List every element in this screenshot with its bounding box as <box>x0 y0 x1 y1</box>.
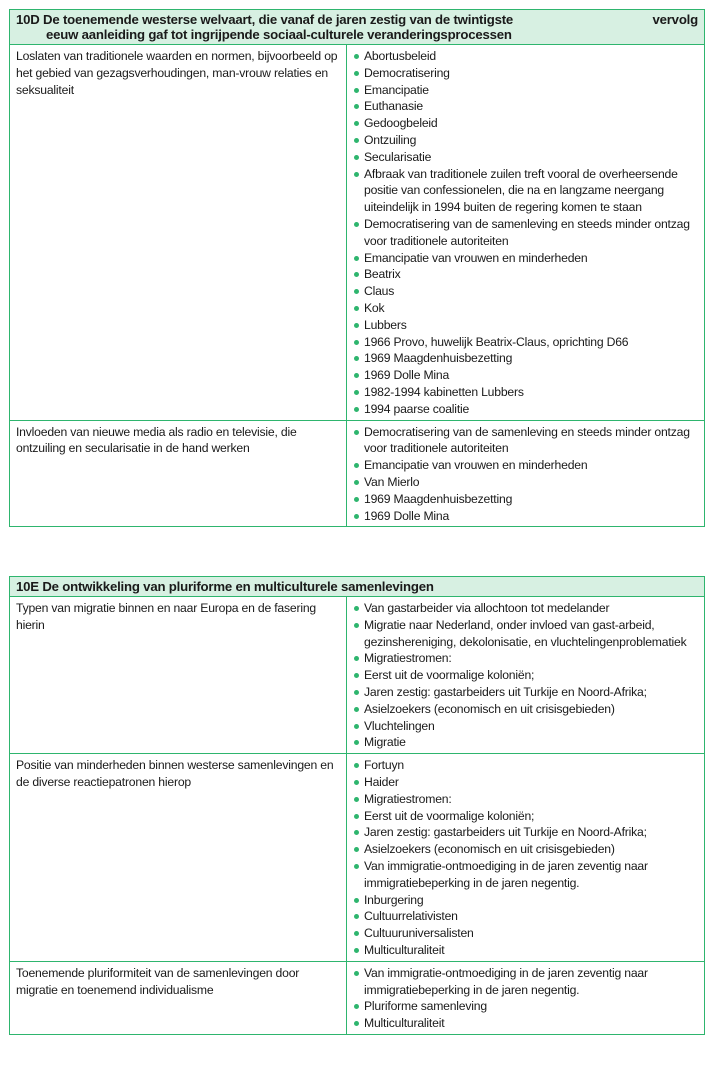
row-concepts <box>347 45 704 420</box>
row-concepts <box>347 597 704 753</box>
table-row <box>10 420 704 527</box>
list-item: Eerst uit de voormalige koloniën; <box>353 667 698 684</box>
list-item: Asielzoekers (economisch en uit crisisgebieden) <box>353 841 698 858</box>
list-item: Emancipatie van vrouwen en minderheden <box>353 457 698 474</box>
list-item: Democratisering van de samenleving en steeds minder ontzag voor traditionele autoriteiten <box>353 424 698 458</box>
table-10d-header <box>10 10 704 45</box>
list-item: Abortusbeleid <box>353 48 698 65</box>
list-item: Migratie <box>353 734 698 751</box>
table-row <box>10 45 704 420</box>
concept-list <box>353 48 698 418</box>
list-item: Lubbers <box>353 317 698 334</box>
list-item: Emancipatie van vrouwen en minderheden <box>353 250 698 267</box>
row-topic: Positie van minderheden binnen westerse samenlevingen en de diverse reactiepatronen hierop <box>10 754 347 961</box>
list-item: Vluchtelingen <box>353 718 698 735</box>
row-topic: Typen van migratie binnen en naar Europa en de fasering hierin <box>10 597 347 753</box>
table-row <box>10 961 704 1034</box>
list-item: Euthanasie <box>353 98 698 115</box>
table-10e-header <box>10 577 704 597</box>
row-topic: Loslaten van traditionele waarden en normen, bijvoorbeeld op het gebied van gezagsverhoudingen, man-vrouw relaties en seksualiteit <box>10 45 347 420</box>
concept-list <box>353 424 698 525</box>
row-concepts <box>347 754 704 961</box>
list-item: Jaren zestig: gastarbeiders uit Turkije en Noord-Afrika; <box>353 684 698 701</box>
list-item: Cultuuruniversalisten <box>353 925 698 942</box>
table-10e <box>9 576 705 1035</box>
table-10d <box>9 9 705 527</box>
header-title-line2: eeuw aanleiding gaf tot ingrijpende sociaal-culturele veranderingsprocessen <box>46 27 512 42</box>
list-item: Gedoogbeleid <box>353 115 698 132</box>
list-item: Multiculturaliteit <box>353 942 698 959</box>
row-concepts <box>347 962 704 1034</box>
list-item: Migratiestromen: <box>353 650 698 667</box>
list-item: 1969 Maagdenhuisbezetting <box>353 491 698 508</box>
list-item: Asielzoekers (economisch en uit crisisgebieden) <box>353 701 698 718</box>
continued-label: vervolg <box>652 12 698 27</box>
concept-list <box>353 965 698 1032</box>
list-item: Van immigratie-ontmoediging in de jaren zeventig naar immigratiebeperking in de jaren negentig. <box>353 965 698 999</box>
list-item: Afbraak van traditionele zuilen treft vooral de overheersende positie van confessionelen, die na en langzame neergang uiteindelijk in 1994 buiten de regering komen te staan <box>353 166 698 216</box>
list-item: Pluriforme samenleving <box>353 998 698 1015</box>
table-row <box>10 753 704 961</box>
list-item: Migratie naar Nederland, onder invloed van gast-arbeid, gezinshereniging, dekolonisatie, en vluchtelingenproblematiek <box>353 617 698 651</box>
table-10d-body <box>10 45 704 526</box>
list-item: 1969 Maagdenhuisbezetting <box>353 350 698 367</box>
list-item: 1969 Dolle Mina <box>353 508 698 525</box>
list-item: 1969 Dolle Mina <box>353 367 698 384</box>
table-10e-body <box>10 597 704 1034</box>
list-item: Fortuyn <box>353 757 698 774</box>
row-topic: Toenemende pluriformiteit van de samenlevingen door migratie en toenemend individualisme <box>10 962 347 1034</box>
concept-list <box>353 600 698 751</box>
list-item: Multiculturaliteit <box>353 1015 698 1032</box>
list-item: Van gastarbeider via allochtoon tot medelander <box>353 600 698 617</box>
list-item: Migratiestromen: <box>353 791 698 808</box>
list-item: Kok <box>353 300 698 317</box>
list-item: Van Mierlo <box>353 474 698 491</box>
list-item: Eerst uit de voormalige koloniën; <box>353 808 698 825</box>
list-item: Secularisatie <box>353 149 698 166</box>
list-item: Democratisering van de samenleving en steeds minder ontzag voor traditionele autoriteiten <box>353 216 698 250</box>
list-item: Jaren zestig: gastarbeiders uit Turkije en Noord-Afrika; <box>353 824 698 841</box>
list-item: Democratisering <box>353 65 698 82</box>
list-item: Haider <box>353 774 698 791</box>
header-title-line1: 10D De toenemende westerse welvaart, die vanaf de jaren zestig van de twintigste <box>16 12 514 27</box>
row-concepts <box>347 421 704 527</box>
list-item: Ontzuiling <box>353 132 698 149</box>
list-item: Emancipatie <box>353 82 698 99</box>
table-row <box>10 597 704 753</box>
list-item: Inburgering <box>353 892 698 909</box>
list-item: Beatrix <box>353 266 698 283</box>
list-item: 1966 Provo, huwelijk Beatrix-Claus, oprichting D66 <box>353 334 698 351</box>
concept-list <box>353 757 698 959</box>
row-topic: Invloeden van nieuwe media als radio en televisie, die ontzuiling en secularisatie in de hand werken <box>10 421 347 527</box>
list-item: Van immigratie-ontmoediging in de jaren zeventig naar immigratiebeperking in de jaren negentig. <box>353 858 698 892</box>
list-item: 1994 paarse coalitie <box>353 401 698 418</box>
list-item: Claus <box>353 283 698 300</box>
list-item: 1982-1994 kabinetten Lubbers <box>353 384 698 401</box>
list-item: Cultuurrelativisten <box>353 908 698 925</box>
header-title: 10E De ontwikkeling van pluriforme en multiculturele samenlevingen <box>16 579 434 594</box>
